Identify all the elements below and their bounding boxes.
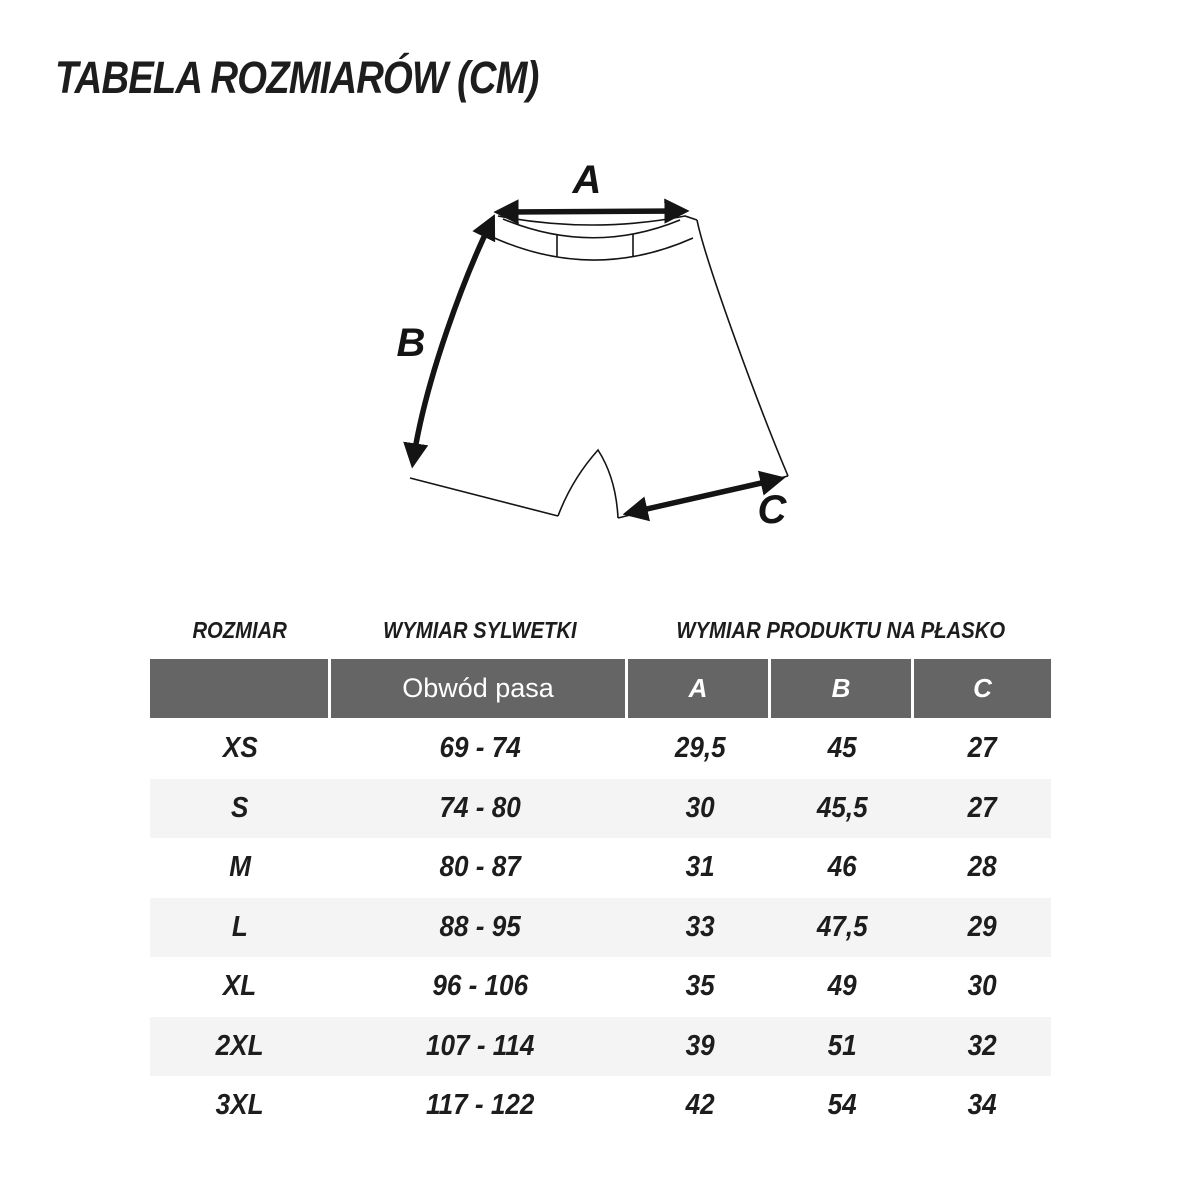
table-row-xs <box>150 719 1051 779</box>
size-cell <box>150 838 330 898</box>
table-row-l <box>150 898 1051 958</box>
b-cell <box>772 838 912 898</box>
label-c: C <box>757 488 787 532</box>
b-cell <box>772 1076 912 1136</box>
shorts-diagram <box>380 148 830 568</box>
subheader-b: B <box>771 659 911 718</box>
waist-cell <box>332 1017 628 1077</box>
a-value: 31 <box>685 851 715 884</box>
page-title: TABELA ROZMIARÓW (CM) <box>55 52 539 103</box>
a-cell <box>630 779 770 839</box>
group-header-wymiar-sylwetki <box>332 613 628 647</box>
waist-cell <box>332 719 628 779</box>
a-cell <box>630 898 770 958</box>
a-cell <box>630 1076 770 1136</box>
waist-cell <box>332 779 628 839</box>
group-header-rozmiar <box>150 613 330 647</box>
size-value: 3XL <box>216 1089 264 1122</box>
b-value: 54 <box>827 1089 857 1122</box>
group-header-wymiar-sylwetki-label: WYMIAR SYLWETKI <box>383 616 577 643</box>
c-cell <box>914 779 1051 839</box>
a-cell <box>630 838 770 898</box>
c-value: 28 <box>967 851 998 884</box>
label-a: A <box>572 158 602 202</box>
waist-cell <box>332 1076 628 1136</box>
measure-arrow-c <box>629 479 779 513</box>
group-header-wymiar-produktu-label: WYMIAR PRODUKTU NA PŁASKO <box>676 616 1005 643</box>
group-header-wymiar-produktu <box>630 613 1051 647</box>
group-header-rozmiar-label: ROZMIAR <box>192 616 288 643</box>
size-cell <box>150 898 330 958</box>
shorts-outline <box>410 216 788 518</box>
waist-cell <box>332 838 628 898</box>
a-value: 29,5 <box>674 732 726 765</box>
c-cell <box>914 898 1051 958</box>
waist-value: 117 - 122 <box>425 1089 535 1122</box>
c-value: 27 <box>967 791 998 824</box>
c-value: 27 <box>967 732 998 765</box>
b-cell <box>772 898 912 958</box>
a-cell <box>630 719 770 779</box>
b-value: 51 <box>827 1029 857 1062</box>
c-value: 30 <box>967 970 998 1003</box>
size-value: 2XL <box>216 1029 264 1062</box>
a-value: 33 <box>685 910 715 943</box>
c-value: 34 <box>967 1089 998 1122</box>
table-row-m <box>150 838 1051 898</box>
c-cell <box>914 1076 1051 1136</box>
c-value: 32 <box>967 1029 998 1062</box>
c-value: 29 <box>967 910 998 943</box>
size-value: L <box>232 910 248 943</box>
waist-value: 96 - 106 <box>432 970 528 1003</box>
b-value: 47,5 <box>816 910 868 943</box>
c-cell <box>914 1017 1051 1077</box>
size-cell <box>150 957 330 1017</box>
size-cell <box>150 779 330 839</box>
waist-cell <box>332 898 628 958</box>
table-row-3xl <box>150 1076 1051 1136</box>
waist-value: 74 - 80 <box>439 791 521 824</box>
a-value: 30 <box>685 791 715 824</box>
b-cell <box>772 1017 912 1077</box>
size-value: XS <box>222 732 258 765</box>
b-cell <box>772 779 912 839</box>
waist-value: 80 - 87 <box>439 851 521 884</box>
a-value: 39 <box>685 1029 715 1062</box>
b-value: 46 <box>827 851 857 884</box>
a-cell <box>630 957 770 1017</box>
table-row-2xl <box>150 1017 1051 1077</box>
c-cell <box>914 719 1051 779</box>
a-value: 35 <box>685 970 715 1003</box>
b-value: 45 <box>827 732 857 765</box>
subheader-size-empty-cell <box>150 659 328 718</box>
measure-arrow-a <box>500 211 683 212</box>
size-value: S <box>231 791 249 824</box>
c-cell <box>914 838 1051 898</box>
a-cell <box>630 1017 770 1077</box>
table-row-xl <box>150 957 1051 1017</box>
waist-value: 69 - 74 <box>439 732 521 765</box>
waist-value: 107 - 114 <box>425 1029 535 1062</box>
subheader-a: A <box>628 659 768 718</box>
subheader-obwod-pasa: Obwód pasa <box>331 659 625 718</box>
size-value: M <box>229 851 251 884</box>
size-cell <box>150 1076 330 1136</box>
a-value: 42 <box>685 1089 715 1122</box>
b-value: 49 <box>827 970 857 1003</box>
size-value: XL <box>223 970 257 1003</box>
waist-cell <box>332 957 628 1017</box>
subheader-c: C <box>914 659 1051 718</box>
c-cell <box>914 957 1051 1017</box>
b-value: 45,5 <box>816 791 868 824</box>
b-cell <box>772 719 912 779</box>
waist-value: 88 - 95 <box>439 910 521 943</box>
size-cell <box>150 719 330 779</box>
size-cell <box>150 1017 330 1077</box>
b-cell <box>772 957 912 1017</box>
label-b: B <box>396 321 426 365</box>
table-row-s <box>150 779 1051 839</box>
